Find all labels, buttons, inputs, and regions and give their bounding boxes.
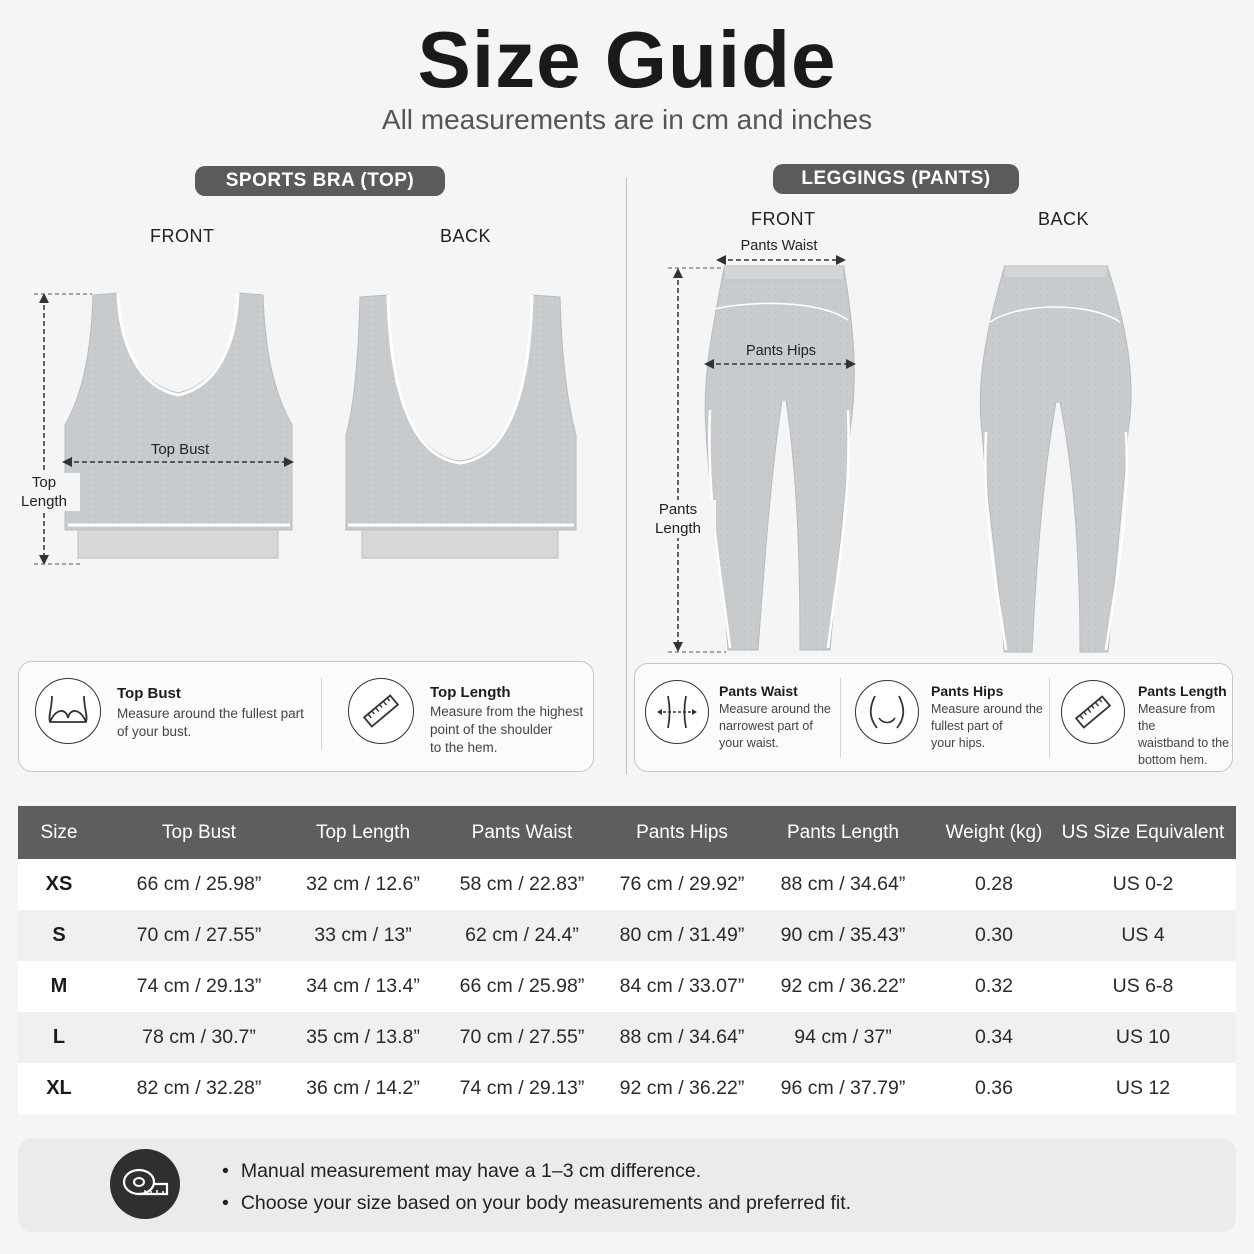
- top-info-card: [18, 661, 594, 772]
- table-row: [18, 859, 1236, 910]
- table-cell: 84 cm / 33.07”: [616, 961, 748, 1012]
- table-cell: 78 cm / 30.7”: [100, 1012, 298, 1063]
- measuring-tape-icon: [110, 1149, 180, 1219]
- table-cell: 58 cm / 22.83”: [428, 859, 616, 910]
- top-length-label: Top Length: [8, 473, 80, 511]
- waist-icon: [645, 680, 709, 744]
- table-cell: 0.32: [938, 961, 1050, 1012]
- top-length-info-title: Top Length: [430, 684, 511, 701]
- pants-front-illustration: [640, 250, 880, 660]
- table-header-row: [18, 806, 1236, 859]
- table-cell: 70 cm / 27.55”: [100, 910, 298, 961]
- table-cell: 33 cm / 13”: [298, 910, 428, 961]
- pants-waist-info-desc: Measure around the narrowest part of your waist.: [719, 702, 831, 750]
- pants-info-card: [634, 663, 1233, 772]
- table-cell: 76 cm / 29.92”: [616, 859, 748, 910]
- table-header: US Size Equivalent: [1050, 806, 1236, 859]
- table-cell: 88 cm / 34.64”: [616, 1012, 748, 1063]
- table-cell: 0.28: [938, 859, 1050, 910]
- note-item: • Manual measurement may have a 1–3 cm difference.: [222, 1160, 701, 1183]
- table-cell: 80 cm / 31.49”: [616, 910, 748, 961]
- bra-front-label: FRONT: [150, 226, 215, 246]
- pants-back-label: BACK: [1038, 209, 1090, 229]
- table-cell: US 12: [1050, 1063, 1236, 1114]
- table-cell: 32 cm / 12.6”: [298, 859, 428, 910]
- table-cell: 90 cm / 35.43”: [748, 910, 938, 961]
- pants-hips-info-desc: Measure around the fullest part of your hips.: [931, 702, 1043, 750]
- pants-hips-label: Pants Hips: [745, 343, 817, 359]
- size-cell: L: [18, 1012, 100, 1063]
- ruler-icon: [348, 678, 414, 744]
- note-item: • Choose your size based on your body measurements and preferred fit.: [222, 1192, 851, 1215]
- table-header: Pants Waist: [428, 806, 616, 859]
- pants-length-info-desc: Measure from the waistband to the bottom hem.: [1138, 702, 1230, 767]
- size-cell: S: [18, 910, 100, 961]
- table-cell: 62 cm / 24.4”: [428, 910, 616, 961]
- table-cell: 35 cm / 13.8”: [298, 1012, 428, 1063]
- table-cell: 74 cm / 29.13”: [428, 1063, 616, 1114]
- sports-bra-pill: SPORTS BRA (TOP): [195, 166, 445, 196]
- table-row: [18, 1012, 1236, 1063]
- table-cell: US 6-8: [1050, 961, 1236, 1012]
- table-row: [18, 910, 1236, 961]
- leggings-pill: LEGGINGS (PANTS): [773, 164, 1019, 194]
- table-row: [18, 961, 1236, 1012]
- table-cell: 82 cm / 32.28”: [100, 1063, 298, 1114]
- table-cell: 66 cm / 25.98”: [428, 961, 616, 1012]
- size-table: [18, 806, 1236, 1114]
- table-cell: 0.30: [938, 910, 1050, 961]
- bra-icon: [35, 678, 101, 744]
- pants-length-info-title: Pants Length: [1138, 683, 1227, 699]
- size-cell: XS: [18, 859, 100, 910]
- table-header: Pants Hips: [616, 806, 748, 859]
- table-cell: US 10: [1050, 1012, 1236, 1063]
- table-cell: US 0-2: [1050, 859, 1236, 910]
- top-bust-info-desc: Measure around the fullest part of your bust.: [117, 706, 304, 739]
- size-cell: XL: [18, 1063, 100, 1114]
- table-cell: 0.36: [938, 1063, 1050, 1114]
- table-header: Weight (kg): [938, 806, 1050, 859]
- bra-back-label: BACK: [440, 226, 492, 246]
- table-header: Pants Length: [748, 806, 938, 859]
- table-cell: 34 cm / 13.4”: [298, 961, 428, 1012]
- notes-box: [18, 1138, 1236, 1232]
- table-cell: 0.34: [938, 1012, 1050, 1063]
- table-cell: 36 cm / 14.2”: [298, 1063, 428, 1114]
- bra-back-illustration: [330, 285, 590, 575]
- table-cell: 92 cm / 36.22”: [616, 1063, 748, 1114]
- card-separator: [321, 678, 322, 750]
- hips-icon: [855, 680, 919, 744]
- size-cell: M: [18, 961, 100, 1012]
- bra-front-illustration: [20, 285, 320, 575]
- table-cell: 94 cm / 37”: [748, 1012, 938, 1063]
- pants-back-illustration: [960, 262, 1150, 657]
- table-cell: 70 cm / 27.55”: [428, 1012, 616, 1063]
- card-separator: [1049, 678, 1050, 758]
- ruler-icon: [1061, 680, 1125, 744]
- page-subtitle: All measurements are in cm and inches: [381, 104, 873, 135]
- pants-hips-info-title: Pants Hips: [931, 683, 1004, 699]
- table-row: [18, 1063, 1236, 1114]
- table-header: Size: [18, 806, 100, 859]
- table-cell: 88 cm / 34.64”: [748, 859, 938, 910]
- top-length-info-desc: Measure from the highest point of the shoulder to the hem.: [430, 704, 584, 755]
- pants-front-label: FRONT: [751, 209, 816, 229]
- pants-waist-label: Pants Waist: [740, 238, 818, 254]
- pants-waist-info-title: Pants Waist: [719, 683, 798, 699]
- table-cell: 74 cm / 29.13”: [100, 961, 298, 1012]
- top-bust-info-title: Top Bust: [117, 685, 181, 702]
- page-title: Size Guide: [417, 15, 837, 104]
- card-separator: [840, 678, 841, 758]
- table-cell: 66 cm / 25.98”: [100, 859, 298, 910]
- table-cell: US 4: [1050, 910, 1236, 961]
- top-bust-label: Top Bust: [150, 441, 210, 458]
- table-cell: 92 cm / 36.22”: [748, 961, 938, 1012]
- section-divider: [626, 178, 627, 774]
- table-header: Top Bust: [100, 806, 298, 859]
- table-header: Top Length: [298, 806, 428, 859]
- table-cell: 96 cm / 37.79”: [748, 1063, 938, 1114]
- pants-length-label: Pants Length: [640, 500, 716, 538]
